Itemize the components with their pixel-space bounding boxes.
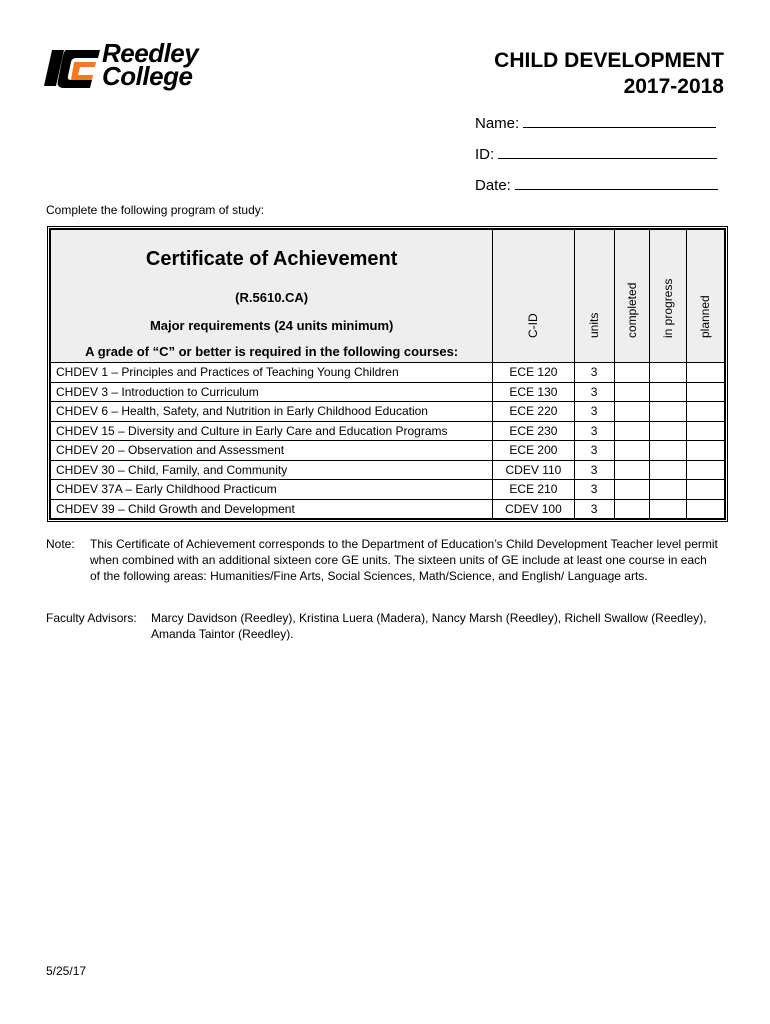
column-header-cid [493,230,574,363]
in-progress-cell[interactable] [649,421,686,441]
course-cid: CDEV 110 [493,460,574,480]
column-header-in-progress-label: in progress [660,278,675,338]
name-field[interactable] [475,113,716,132]
table-row [51,441,725,461]
document-title-main: CHILD DEVELOPMENT [494,49,724,72]
column-header-cid-label: C-ID [526,313,541,338]
course-units: 3 [574,460,614,480]
completed-cell[interactable] [614,421,649,441]
course-name: CHDEV 30 – Child, Family, and Community [51,460,493,480]
in-progress-cell[interactable] [649,499,686,519]
completed-cell[interactable] [614,480,649,500]
name-label: Name: [475,115,520,132]
course-cid: ECE 220 [493,402,574,422]
course-units: 3 [574,441,614,461]
in-progress-cell[interactable] [649,402,686,422]
id-line[interactable] [498,144,717,159]
table-row [51,382,725,402]
instructions-text: Complete the following program of study: [46,203,265,217]
course-units: 3 [574,480,614,500]
certificate-code: (R.5610.CA) [235,290,309,305]
grade-requirement: A grade of “C” or better is required in the following courses: [85,344,459,359]
faculty-advisors-label: Faculty Advisors: [46,611,137,625]
table-row [51,421,725,441]
in-progress-cell[interactable] [649,460,686,480]
college-name-line2: College [102,61,193,91]
completed-cell[interactable] [614,460,649,480]
table-row [51,363,725,383]
document-title [494,48,724,100]
in-progress-cell[interactable] [649,441,686,461]
college-name [102,38,199,91]
id-label: ID: [475,146,495,163]
planned-cell[interactable] [686,363,724,383]
note-label: Note: [46,537,75,551]
completed-cell[interactable] [614,363,649,383]
column-header-completed [614,230,649,363]
planned-cell[interactable] [686,441,724,461]
course-name: CHDEV 6 – Health, Safety, and Nutrition in Early Childhood Education [51,402,493,422]
document-title-year: 2017-2018 [623,75,724,98]
column-header-units-label: units [587,312,602,338]
certificate-title: Certificate of Achievement [145,248,398,270]
in-progress-cell[interactable] [649,382,686,402]
college-name-line1: Reedley [102,38,199,68]
major-requirements: Major requirements (24 units minimum) [149,318,394,333]
completed-cell[interactable] [614,382,649,402]
name-line[interactable] [523,113,716,128]
completed-cell[interactable] [614,499,649,519]
in-progress-cell[interactable] [649,480,686,500]
id-field[interactable] [475,144,717,163]
faculty-advisors-text: Marcy Davidson (Reedley), Kristina Luera (Madera), Nancy Marsh (Reedley), Richell Swallow (Reedley), Amanda Taintor (Reedley). [151,611,707,641]
course-name: CHDEV 20 – Observation and Assessment [51,441,493,461]
course-cid: ECE 130 [493,382,574,402]
table-row [51,499,725,519]
column-header-planned-label: planned [698,295,713,338]
course-cid: ECE 120 [493,363,574,383]
course-units: 3 [574,382,614,402]
course-cid: ECE 210 [493,480,574,500]
course-units: 3 [574,363,614,383]
course-units: 3 [574,499,614,519]
table-row [51,402,725,422]
completed-cell[interactable] [614,402,649,422]
course-cid: CDEV 100 [493,499,574,519]
planned-cell[interactable] [686,402,724,422]
date-line[interactable] [515,175,718,190]
course-name: CHDEV 3 – Introduction to Curriculum [51,382,493,402]
column-header-units [574,230,614,363]
course-name: CHDEV 1 – Principles and Practices of Teaching Young Children [51,363,493,383]
column-header-completed-label: completed [624,282,639,338]
program-table [47,226,728,522]
table-header-row [51,230,725,363]
table-row [51,480,725,500]
planned-cell[interactable] [686,499,724,519]
certificate-header [51,230,493,363]
rc-logo-mark-icon [44,44,100,88]
course-cid: ECE 200 [493,441,574,461]
in-progress-cell[interactable] [649,363,686,383]
course-name: CHDEV 15 – Diversity and Culture in Early Care and Education Programs [51,421,493,441]
footer-date: 5/25/17 [46,964,87,978]
completed-cell[interactable] [614,441,649,461]
note-text: This Certificate of Achievement corresponds to the Department of Education’s Child Development Teacher level permit when combined with an additional sixteen core GE units. The sixteen units of GE include at least one course in each of the following areas: Humanities/Fine Arts, Social Sciences, Math/Science, and English/ Language arts. [90,537,718,583]
date-field[interactable] [475,175,718,194]
planned-cell[interactable] [686,421,724,441]
course-units: 3 [574,402,614,422]
table-row [51,460,725,480]
date-label: Date: [475,177,511,194]
planned-cell[interactable] [686,382,724,402]
planned-cell[interactable] [686,480,724,500]
course-name: CHDEV 39 – Child Growth and Development [51,499,493,519]
college-logo [44,38,234,94]
course-units: 3 [574,421,614,441]
planned-cell[interactable] [686,460,724,480]
column-header-in-progress [649,230,686,363]
course-cid: ECE 230 [493,421,574,441]
course-name: CHDEV 37A – Early Childhood Practicum [51,480,493,500]
column-header-planned [686,230,724,363]
